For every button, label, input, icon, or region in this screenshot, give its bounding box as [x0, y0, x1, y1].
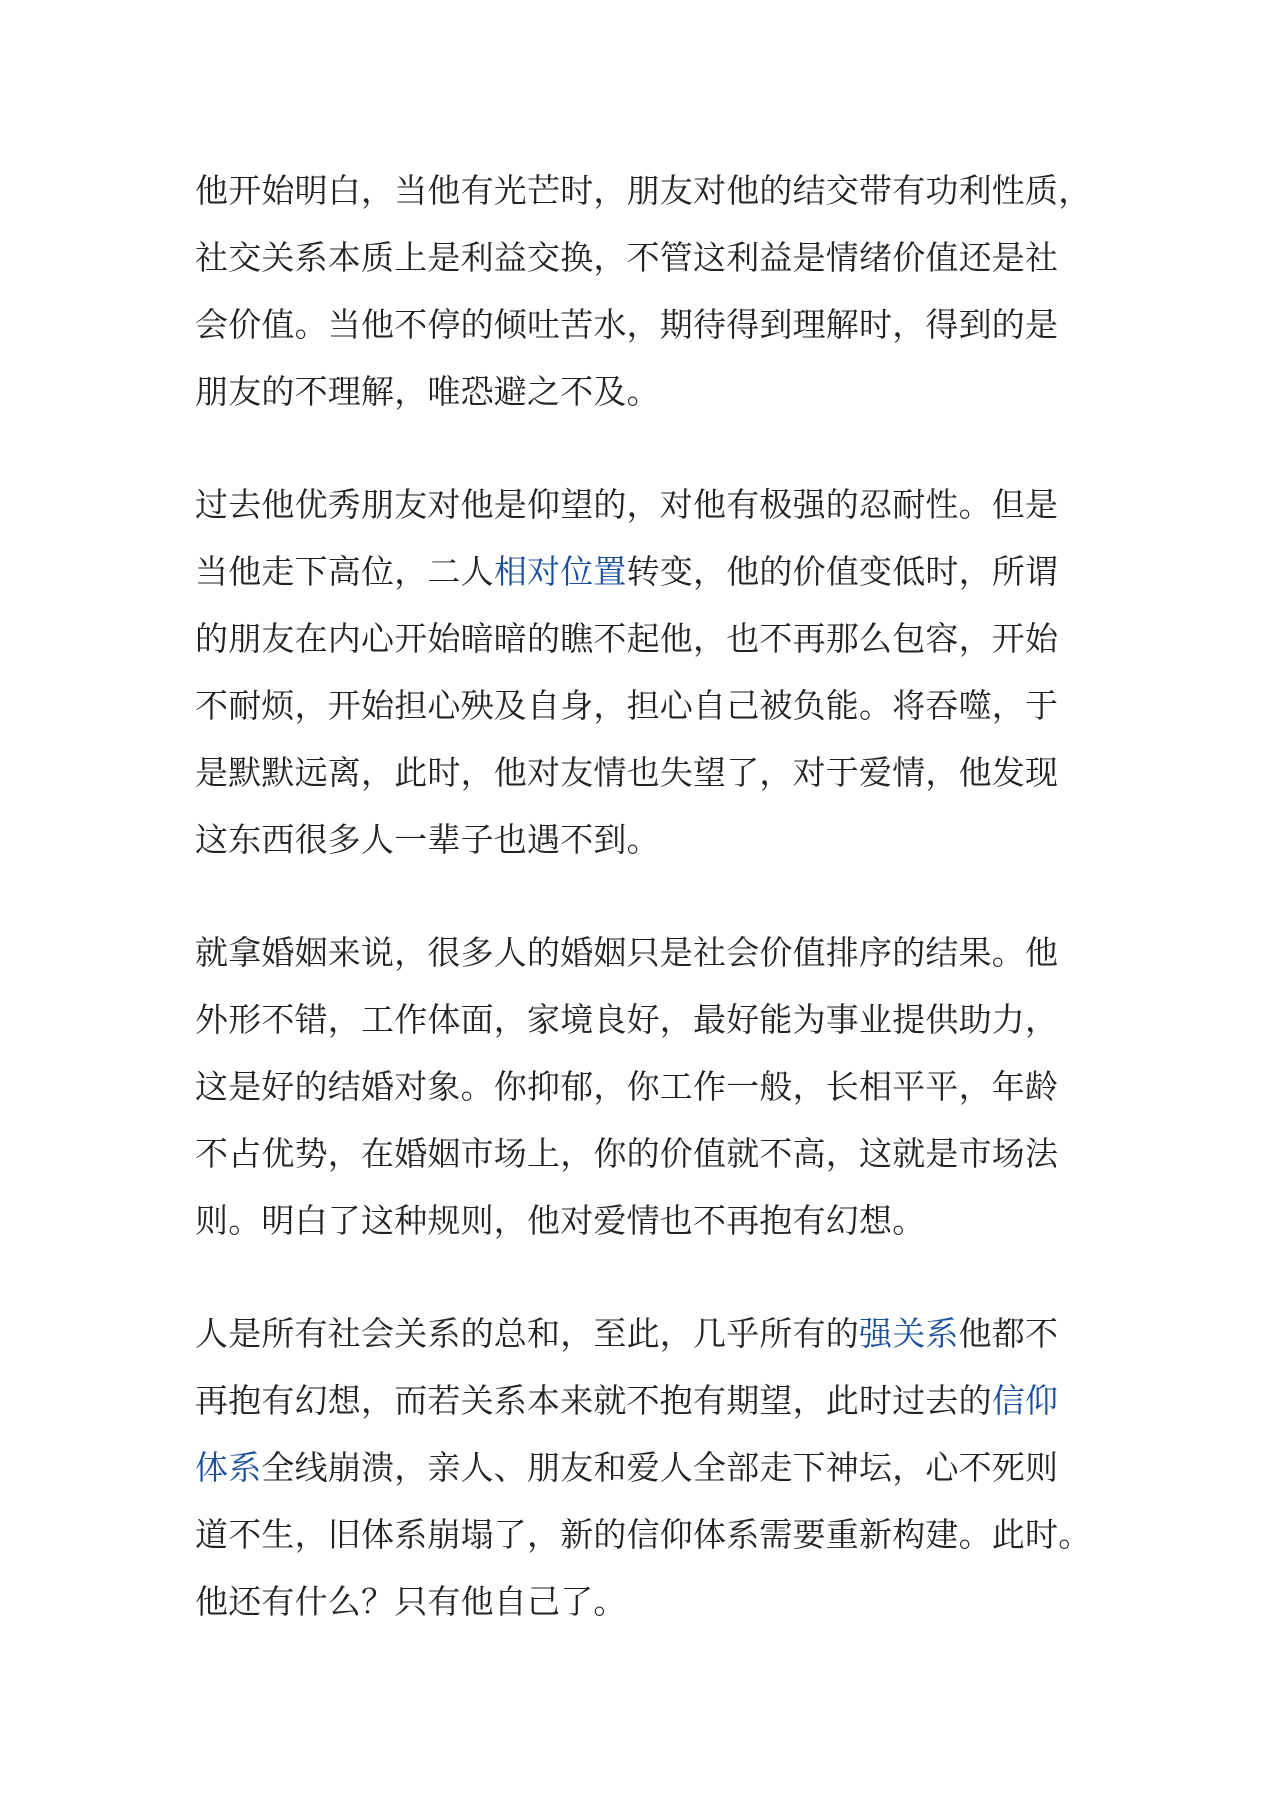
- inline-link[interactable]: 相对位置: [493, 552, 627, 591]
- text-segment: 人是所有社会关系的总和，至此，几乎所有的: [195, 1314, 859, 1353]
- text-line: [195, 157, 1095, 224]
- text-segment: 就拿婚姻来说，很多人的婚姻只是社会价值排序的结果。他: [195, 933, 1059, 972]
- text-segment: 道不生，旧体系崩塌了，新的信仰体系需要重新构建。此时。: [195, 1515, 1092, 1554]
- text-line: [195, 1187, 1095, 1254]
- paragraph: [195, 919, 1095, 1254]
- paragraph: [195, 157, 1095, 425]
- text-segment: 社交关系本质上是利益交换，不管这利益是情绪价值还是社: [195, 238, 1059, 277]
- text-line: [195, 1300, 1095, 1367]
- text-segment: 这东西很多人一辈子也遇不到。: [195, 820, 660, 859]
- text-segment: 则。明白了这种规则，他对爱情也不再抱有幻想。: [195, 1201, 926, 1240]
- text-segment: 不耐烦，开始担心殃及自身，担心自己被负能。将吞噬，于: [195, 686, 1059, 725]
- text-line: [195, 806, 1095, 873]
- text-line: [195, 919, 1095, 986]
- text-line: [195, 986, 1095, 1053]
- text-segment: 的朋友在内心开始暗暗的瞧不起他，也不再那么包容，开始: [195, 619, 1059, 658]
- text-segment: 朋友的不理解，唯恐避之不及。: [195, 372, 660, 411]
- inline-link[interactable]: 信仰: [991, 1381, 1059, 1420]
- text-segment: 不占优势，在婚姻市场上，你的价值就不高，这就是市场法: [195, 1134, 1059, 1173]
- text-segment: 会价值。当他不停的倾吐苦水，期待得到理解时，得到的是: [195, 305, 1059, 344]
- text-line: [195, 672, 1095, 739]
- text-line: [195, 358, 1095, 425]
- text-segment: 过去他优秀朋友对他是仰望的，对他有极强的忍耐性。但是: [195, 485, 1059, 524]
- text-line: [195, 224, 1095, 291]
- text-line: [195, 1568, 1095, 1635]
- text-segment: 再抱有幻想，而若关系本来就不抱有期望，此时过去的: [195, 1381, 992, 1420]
- text-segment: 外形不错，工作体面，家境良好，最好能为事业提供助力，: [195, 1000, 1059, 1039]
- inline-link[interactable]: 强关系: [859, 1314, 959, 1353]
- text-line: [195, 291, 1095, 358]
- text-line: [195, 1501, 1095, 1568]
- paragraph: [195, 471, 1095, 873]
- text-segment: 他都不: [958, 1314, 1059, 1353]
- text-segment: 转变，他的价值变低时，所谓: [626, 552, 1059, 591]
- text-segment: 他还有什么？只有他自己了。: [195, 1582, 627, 1621]
- text-segment: 是默默远离，此时，他对友情也失望了，对于爱情，他发现: [195, 753, 1059, 792]
- text-segment: 当他走下高位，二人: [195, 552, 494, 591]
- text-segment: 他开始明白，当他有光芒时，朋友对他的结交带有功利性质，: [195, 171, 1092, 210]
- paragraph: [195, 1300, 1095, 1635]
- text-line: [195, 739, 1095, 806]
- inline-link[interactable]: 体系: [195, 1448, 262, 1487]
- article-body: [195, 157, 1095, 1681]
- text-line: [195, 1367, 1095, 1434]
- text-line: [195, 1053, 1095, 1120]
- text-line: [195, 1434, 1095, 1501]
- text-line: [195, 1120, 1095, 1187]
- text-segment: 这是好的结婚对象。你抑郁，你工作一般，长相平平，年龄: [195, 1067, 1059, 1106]
- text-line: [195, 471, 1095, 538]
- text-segment: 全线崩溃，亲人、朋友和爱人全部走下神坛，心不死则: [261, 1448, 1059, 1487]
- text-line: [195, 538, 1095, 605]
- text-line: [195, 605, 1095, 672]
